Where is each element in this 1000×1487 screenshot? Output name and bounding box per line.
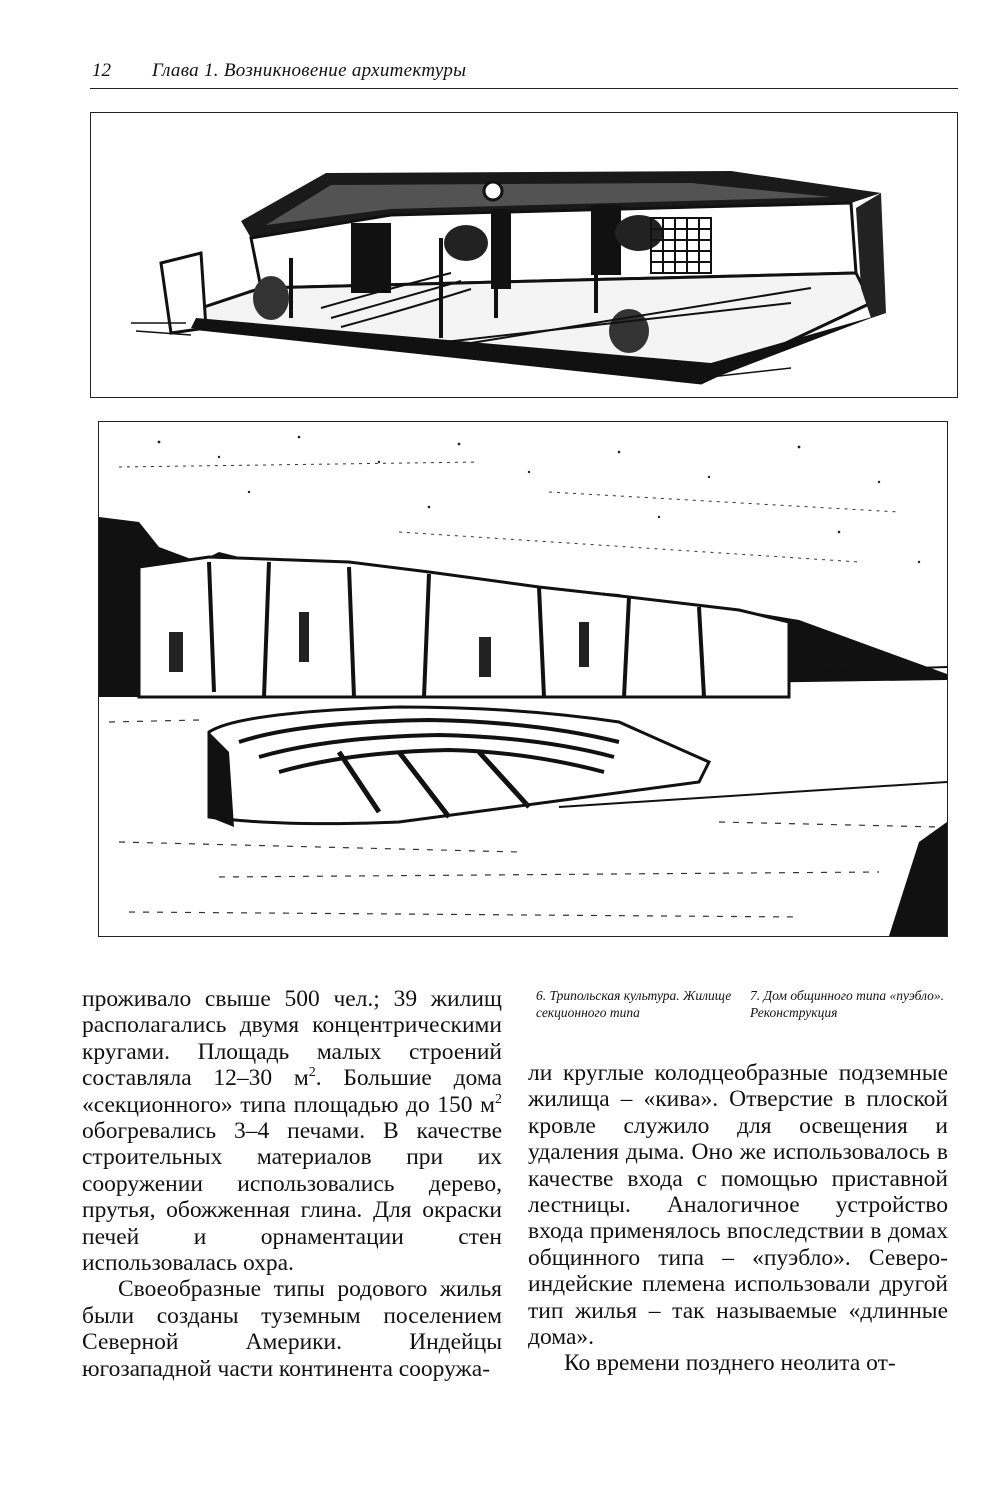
running-header bbox=[90, 58, 958, 89]
figure-6-illustration bbox=[91, 113, 957, 397]
left-p1-text-c: обогревались 3–4 печами. В качестве строительных материалов при их сооружении использовались дерево, прутья, обожженная глина. Для окраски печей и орнаментации стен использовалась охра. bbox=[82, 1118, 502, 1277]
page-number: 12 bbox=[92, 60, 111, 81]
caption-figure-6: 6. Трипольская культура. Жилище секционного типа bbox=[536, 988, 732, 1020]
superscript-2: 2 bbox=[308, 1065, 316, 1081]
chapter-title: Глава 1. Возникновение архитектуры bbox=[152, 60, 467, 81]
right-paragraph-2: Ко времени позднего неолита от- bbox=[564, 1350, 896, 1377]
caption-figure-7: 7. Дом общинного типа «пуэбло». Реконструкция bbox=[750, 988, 944, 1020]
text-column-right bbox=[528, 1060, 948, 1377]
right-paragraph-1: ли круглые колодцеобразные подземные жилища – «кива». Отверстие в плоской кровле служило для освещения и удаления дыма. Оно же использовалось в качестве входа с помощью приставной лестницы. Аналогичное устройство входа применялось впоследствии в домах общинного типа – «пуэбло». Северо-индейские племена использовали другой тип жилья – так называемые «длинные дома». bbox=[528, 1060, 948, 1351]
left-paragraph-1 bbox=[82, 986, 502, 1276]
text-column-left bbox=[82, 986, 502, 1382]
left-p1-text-b: . Большие дома «секционного» типа площадью до 150 м bbox=[82, 1065, 502, 1118]
left-paragraph-2: Своеобразные типы родового жилья были созданы туземным поселением Северной Америки. Индейцы югозападной части континента сооружа- bbox=[82, 1276, 502, 1382]
superscript-2: 2 bbox=[495, 1091, 502, 1107]
figure-6-dwelling bbox=[90, 112, 958, 398]
figure-7-pueblo bbox=[98, 421, 948, 937]
left-p1-text-a: проживало свыше 500 чел.; 39 жилищ располагались двумя концентрическими кругами. Площадь малых строений составляла 12–30 м bbox=[82, 986, 502, 1092]
figure-7-illustration bbox=[99, 422, 947, 936]
figure-captions bbox=[536, 988, 956, 1048]
